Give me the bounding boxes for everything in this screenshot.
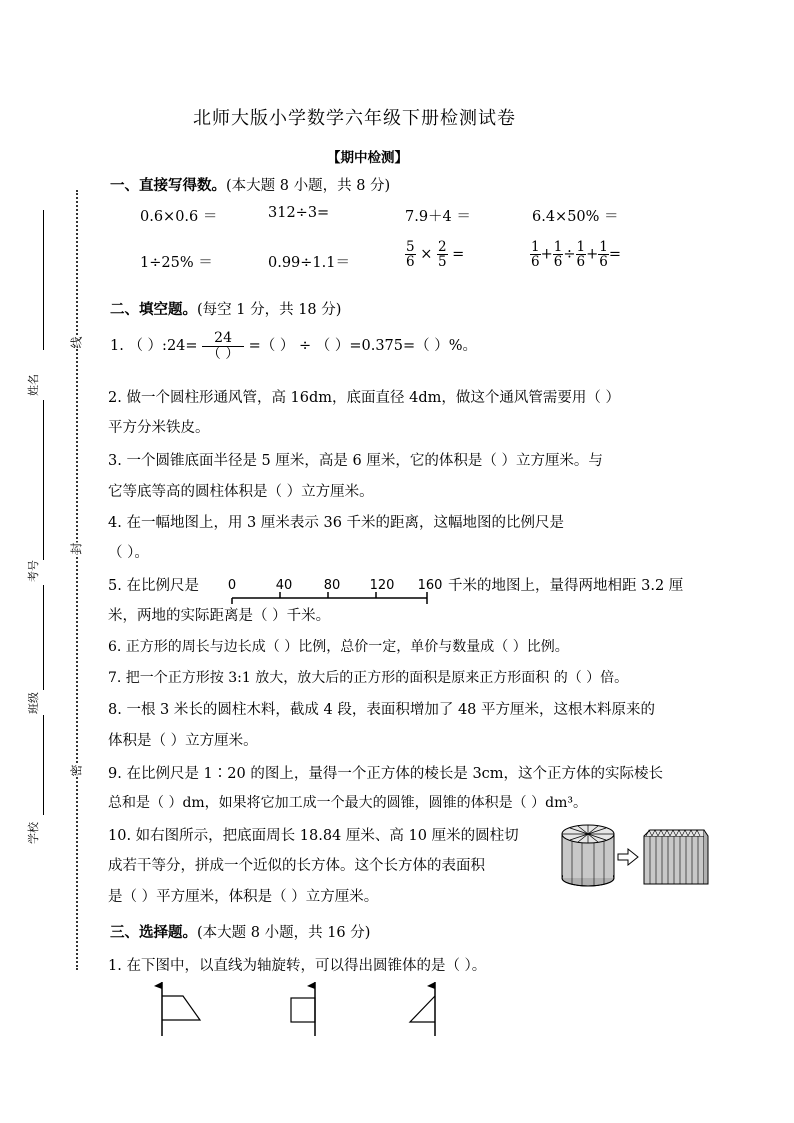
scale-tick: 120 — [369, 578, 395, 593]
cylinder-figure — [558, 822, 710, 890]
section2-title: 二、填空题。 — [110, 301, 197, 318]
section1-heading — [110, 174, 390, 195]
exam-number-label: 考号 — [27, 560, 40, 582]
q2-7: 7. 把一个正方形按 3:1 放大，放大后的正方形的面积是原来正方形面积 的（ ）倍。 — [108, 670, 629, 686]
s1-item-3: 7.9＋4 ＝ — [405, 209, 471, 225]
section3-heading — [110, 921, 370, 942]
s1-item-7: $\frac{5}{6}$ × $\frac{2}{5}$ = — [406, 239, 465, 271]
q2-2b: 平方分米铁皮。 — [108, 420, 210, 436]
scale-tick: 80 — [323, 578, 341, 593]
name-line — [43, 210, 44, 350]
school-label: 学校 — [27, 822, 40, 844]
square-option-icon — [291, 982, 315, 1036]
seal-char-seal: 封 — [69, 542, 84, 555]
scale-tick: 40 — [275, 578, 293, 593]
q3-1: 1. 在下图中，以直线为轴旋转，可以得出圆锥体的是（ ）。 — [108, 958, 487, 974]
q2-3b: 它等底等高的圆柱体积是（ ）立方厘米。 — [108, 484, 374, 500]
fraction: $\frac{5}{6}$ — [406, 239, 415, 271]
q2-4a: 4. 在一幅地图上，用 3 厘米表示 36 千米的距离，这幅地图的比例尺是 — [108, 515, 565, 531]
q2-10c: 是（ ）平方厘米，体积是（ ）立方厘米。 — [108, 889, 379, 905]
q2-10b: 成若干等分，拼成一个近似的长方体。这个长方体的表面积 — [108, 858, 485, 874]
cuboid-icon — [644, 830, 708, 884]
arrow-right-icon — [618, 849, 638, 865]
q2-8b: 体积是（ ）立方厘米。 — [108, 733, 258, 749]
q2-3a: 3. 一个圆锥底面半径是 5 厘米，高是 6 厘米，它的体积是（ ）立方厘米。与 — [108, 453, 603, 469]
q2-1: 1. （ ）:24= $\frac{24}{( )}$ =（ ） ÷ （ ）=0.375=（ ）%。 — [110, 330, 478, 362]
s1-item-4: 6.4×50% ＝ — [532, 209, 619, 225]
scale-tick: 0 — [227, 578, 237, 593]
s1-item-2: 312÷3= — [268, 205, 330, 221]
trapezoid-option-icon — [154, 982, 200, 1036]
q2-9b: 总和是（ ）dm，如果将它加工成一个最大的圆锥，圆锥的体积是（ ）dm³。 — [108, 795, 587, 811]
class-label: 班级 — [27, 692, 40, 714]
scale-bar — [222, 574, 444, 606]
scale-tick: 160 — [417, 578, 443, 593]
q2-9a: 9. 在比例尺是 1∶20 的图上，量得一个正方体的棱长是 3cm，这个正方体的实际棱长 — [108, 766, 664, 782]
q2-6: 6. 正方形的周长与边长成（ ）比例，总价一定，单价与数量成（ ）比例。 — [108, 639, 569, 655]
s1-item-1: 0.6×0.6 ＝ — [140, 209, 218, 225]
q2-5a-pre: 5. 在比例尺是 — [108, 578, 199, 594]
fraction: $\frac{2}{5}$ — [437, 239, 447, 271]
fraction: $\frac{24}{( )}$ — [202, 331, 244, 361]
section3-note: (本大题 8 小题，共 16 分) — [197, 925, 371, 941]
s1-item-5: 1÷25% ＝ — [140, 255, 213, 271]
seal-char-secret: 密 — [69, 764, 84, 777]
class-line — [43, 585, 44, 690]
page-title: 北师大版小学数学六年级下册检测试卷 — [193, 108, 516, 129]
section1-title: 一、直接写得数。 — [110, 177, 226, 194]
triangle-option-icon — [410, 982, 435, 1036]
section2-note: (每空 1 分，共 18 分) — [197, 302, 342, 318]
name-label: 姓名 — [27, 374, 40, 396]
s1-item-6: 0.99÷1.1＝ — [268, 255, 350, 271]
section2-heading — [110, 298, 341, 319]
school-line — [43, 715, 44, 815]
rotation-figures — [150, 978, 450, 1038]
q2-5a-post: 千米的地图上，量得两地相距 3.2 厘 — [448, 578, 684, 594]
page-subtitle: 【期中检测】 — [327, 150, 408, 166]
seal-char-line: 线 — [69, 336, 84, 349]
cylinder-icon — [562, 825, 614, 886]
exam-number-line — [43, 400, 44, 560]
q2-8a: 8. 一根 3 米长的圆柱木料，截成 4 段，表面积增加了 48 平方厘米，这根木料原来的 — [108, 702, 655, 718]
section3-title: 三、选择题。 — [110, 924, 197, 941]
q2-2a: 2. 做一个圆柱形通风管，高 16dm，底面直径 4dm，做这个通风管需要用（ ） — [108, 390, 621, 406]
s1-item-8: $\frac{1}{6}$ + $\frac{1}{6}$ ÷ $\frac{1}{6}$ + $\frac{1}{6}$ = — [531, 239, 621, 271]
q2-10a: 10. 如右图所示，把底面周长 18.84 厘米、高 10 厘米的圆柱切 — [108, 828, 519, 844]
q2-4b: （ ）。 — [108, 545, 149, 561]
q2-5b: 米，两地的实际距离是（ ）千米。 — [108, 608, 331, 624]
seal-dotted-line — [76, 190, 78, 970]
section1-note: (本大题 8 小题，共 8 分) — [226, 178, 391, 194]
